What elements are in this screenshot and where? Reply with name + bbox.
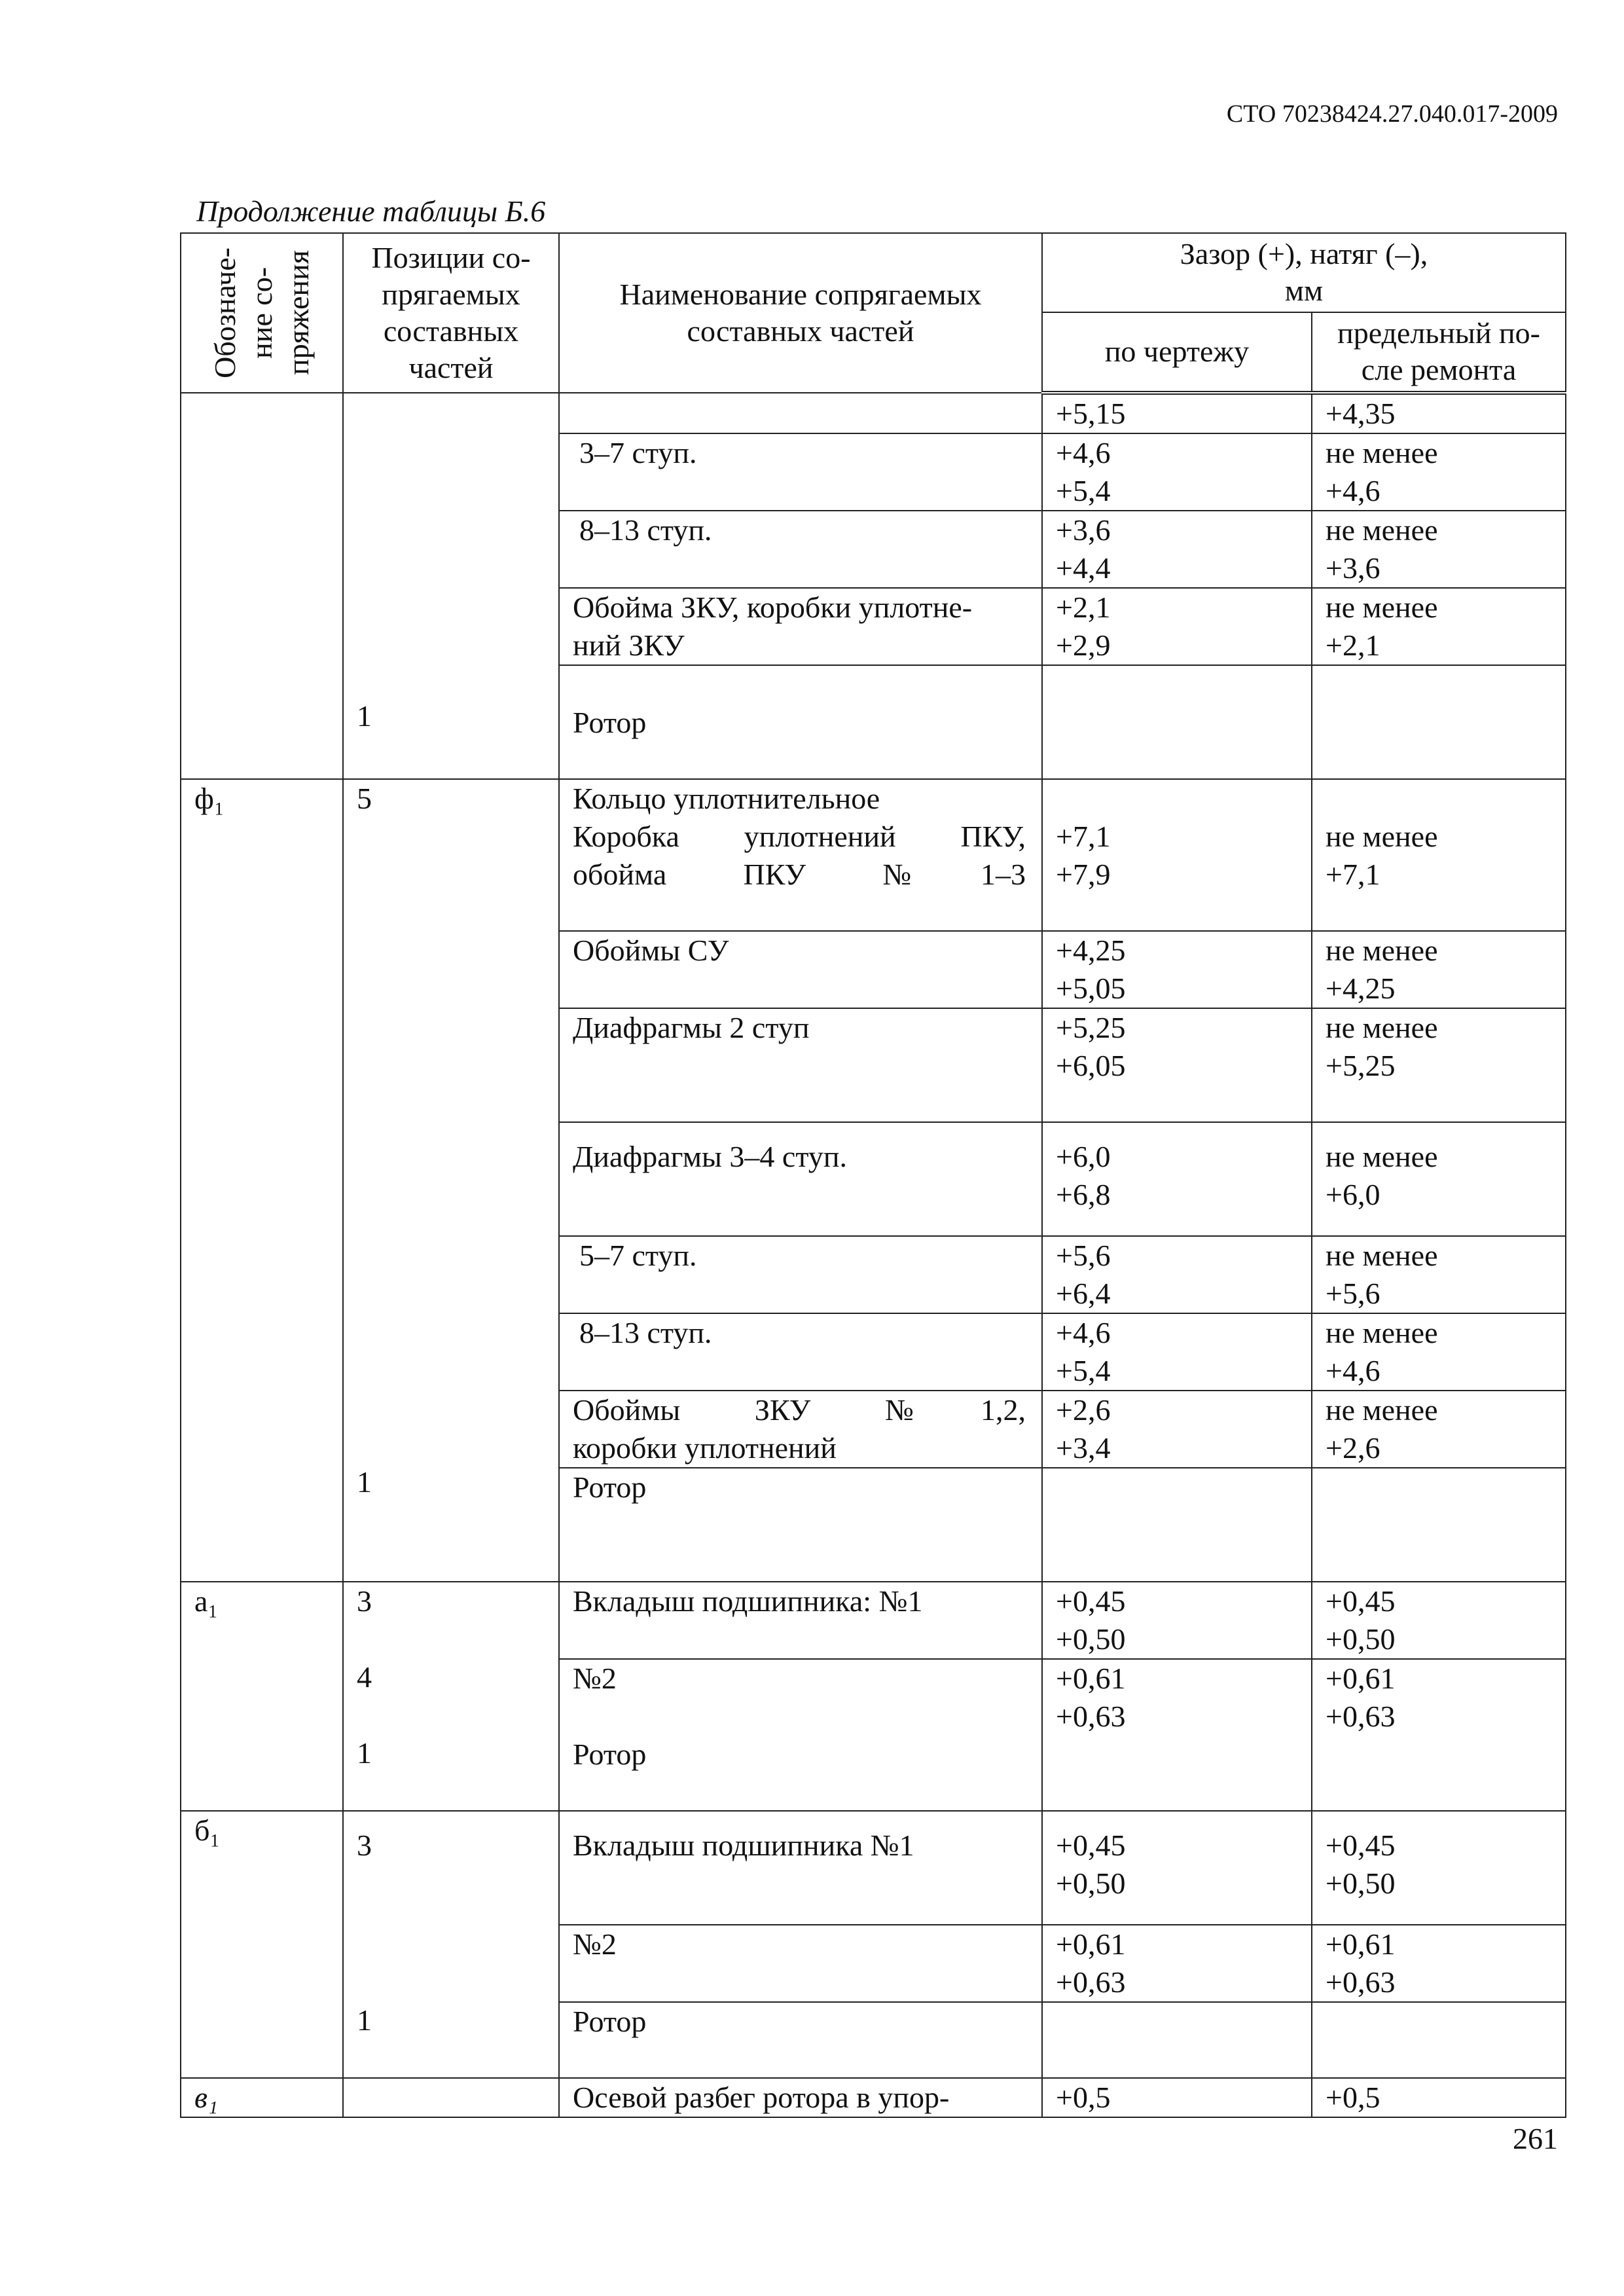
part-name-cell — [559, 1659, 1042, 1811]
by-drawing-value — [1042, 1313, 1312, 1391]
by-drawing-value — [1042, 1391, 1312, 1468]
limit-text: не менее +5,25 — [1326, 1011, 1438, 1082]
designation-text: в₁ — [194, 2081, 218, 2114]
limit-text: не менее +2,1 — [1326, 591, 1438, 662]
part-name: Вкладыш подшипника: №1 — [573, 1584, 923, 1618]
limit-text: не менее +4,25 — [1326, 934, 1438, 1005]
by-drawing-value — [1042, 931, 1312, 1008]
by-drawing-value — [1042, 665, 1312, 779]
positions-cell — [343, 2078, 559, 2117]
by-drawing-value — [1042, 511, 1312, 588]
header-name: Наименование сопрягаемых составных частей — [559, 233, 1042, 393]
part-name: №2 — [573, 1927, 617, 1961]
positions-cell: 1 — [343, 393, 559, 779]
by-drawing-value — [1042, 1925, 1312, 2002]
by-drawing-value — [1042, 779, 1312, 931]
limit-text: не менее +6,0 — [1326, 1140, 1438, 1212]
limit-value — [1312, 1468, 1566, 1582]
limit-value — [1312, 1236, 1566, 1313]
part-name-cell — [559, 2078, 1042, 2117]
limit-value — [1312, 1659, 1566, 1811]
limit-text: не менее +2,6 — [1326, 1393, 1438, 1465]
by-drawing-text: +0,45 +0,50 — [1056, 1584, 1126, 1656]
part-name: 8–13 ступ. — [579, 513, 712, 547]
by-drawing-value — [1042, 393, 1312, 433]
header-by-drawing: по чертежу — [1042, 312, 1312, 393]
limit-value — [1312, 779, 1566, 931]
part-name: Вкладыш подшипника №1 — [573, 1829, 914, 1863]
by-drawing-text: +5,6 +6,4 — [1056, 1239, 1111, 1310]
designation-cell — [181, 1811, 343, 2078]
limit-text: +4,35 — [1326, 397, 1396, 430]
part-name-cell — [559, 1008, 1042, 1122]
limit-value — [1312, 1008, 1566, 1122]
designation-text: б₁ — [194, 1813, 221, 1847]
limit-text: не менее +5,6 — [1326, 1239, 1438, 1310]
by-drawing-text: +2,1 +2,9 — [1056, 591, 1111, 662]
limit-value — [1312, 2078, 1566, 2117]
limit-value — [1312, 588, 1566, 665]
by-drawing-value — [1042, 1236, 1312, 1313]
by-drawing-text: +6,0 +6,8 — [1056, 1140, 1111, 1212]
by-drawing-value — [1042, 1582, 1312, 1659]
part-name: Диафрагмы 3–4 ступ. — [573, 1140, 847, 1174]
clearance-table — [180, 232, 1566, 2118]
part-name: №2 Ротор — [573, 1662, 647, 1771]
part-name: 8–13 ступ. — [579, 1316, 712, 1349]
limit-text: +0,61 +0,63 — [1326, 1927, 1396, 1999]
positions-cell: 3 4 1 — [343, 1582, 559, 1811]
limit-value — [1312, 2002, 1566, 2078]
standard-code: СТО 70238424.27.040.017-2009 — [1226, 100, 1558, 128]
by-drawing-text: +0,5 — [1056, 2081, 1111, 2114]
limit-value — [1312, 1122, 1566, 1236]
limit-value — [1312, 1582, 1566, 1659]
by-drawing-value — [1042, 588, 1312, 665]
part-name: Обойма ЗКУ, коробки уплотне- ний ЗКУ — [573, 591, 973, 662]
part-name-cell — [559, 1236, 1042, 1313]
header-positions: Позиции со- прягаемых составных частей — [343, 233, 559, 393]
by-drawing-value — [1042, 1659, 1312, 1811]
limit-value — [1312, 1391, 1566, 1468]
part-name: 3–7 ступ. — [579, 436, 697, 469]
by-drawing-value — [1042, 1811, 1312, 1925]
limit-text: не менее +4,6 — [1326, 1316, 1438, 1387]
limit-value — [1312, 1313, 1566, 1391]
designation-cell — [181, 779, 343, 1582]
part-name-cell — [559, 1122, 1042, 1236]
limit-value — [1312, 931, 1566, 1008]
limit-text: +0,45 +0,50 — [1326, 1584, 1396, 1656]
part-name: Осевой разбег ротора в упор- — [573, 2081, 950, 2114]
designation-cell — [181, 1582, 343, 1811]
part-name: Обоймы ЗКУ №1,2, коробки уплотнений — [573, 1393, 1026, 1465]
by-drawing-text: +4,6 +5,4 — [1056, 1316, 1111, 1387]
part-name: Ротор — [573, 2005, 647, 2038]
part-name — [573, 393, 1026, 431]
by-drawing-text: +0,45 +0,50 — [1056, 1829, 1126, 1901]
limit-text: +0,5 — [1326, 2081, 1380, 2114]
by-drawing-text: +3,6 +4,4 — [1056, 513, 1111, 585]
designation-text: ф₁ — [194, 782, 225, 815]
by-drawing-text: +4,6 +5,4 — [1056, 436, 1111, 507]
by-drawing-text: +7,1 +7,9 — [1056, 820, 1111, 891]
by-drawing-text: +2,6 +3,4 — [1056, 1393, 1111, 1465]
part-name: 5–7 ступ. — [579, 1239, 697, 1272]
part-name-cell — [559, 1468, 1042, 1582]
limit-text: +0,61 +0,63 — [1326, 1662, 1396, 1733]
header-clearance: Зазор (+), натяг (–), мм — [1042, 233, 1566, 312]
part-name-cell — [559, 2002, 1042, 2078]
part-name: Кольцо уплотнительное Коробка уплотнений ПКУ, обойма ПКУ №1–3 — [573, 782, 1026, 891]
designation-cell — [181, 393, 343, 779]
part-name-cell — [559, 433, 1042, 511]
table-row — [181, 779, 1566, 931]
positions-cell: 3 1 — [343, 1811, 559, 2078]
part-name-cell — [559, 931, 1042, 1008]
by-drawing-value — [1042, 1008, 1312, 1122]
table-row — [181, 393, 1566, 433]
limit-value — [1312, 393, 1566, 433]
header-designation — [181, 233, 343, 393]
by-drawing-value — [1042, 2078, 1312, 2117]
part-name-cell — [559, 1582, 1042, 1659]
part-name-cell — [559, 665, 1042, 779]
limit-text: не менее +4,6 — [1326, 436, 1438, 507]
table-row — [181, 1582, 1566, 1659]
part-name-cell — [559, 779, 1042, 931]
part-name-cell — [559, 1313, 1042, 1391]
part-name-cell — [559, 588, 1042, 665]
part-name: Ротор — [573, 706, 647, 739]
limit-value — [1312, 433, 1566, 511]
by-drawing-value — [1042, 2002, 1312, 2078]
table-row — [181, 1811, 1566, 1925]
part-name-cell — [559, 1925, 1042, 2002]
part-name-cell — [559, 511, 1042, 588]
part-name-cell — [559, 393, 1042, 433]
limit-value — [1312, 1925, 1566, 2002]
by-drawing-value — [1042, 1468, 1312, 1582]
by-drawing-text: +4,25 +5,05 — [1056, 934, 1126, 1005]
by-drawing-text: +0,61 +0,63 — [1056, 1662, 1126, 1733]
limit-value — [1312, 1811, 1566, 1925]
part-name-cell — [559, 1811, 1042, 1925]
limit-text: не менее +3,6 — [1326, 513, 1438, 585]
designation-cell — [181, 2078, 343, 2117]
part-name: Ротор — [573, 1470, 647, 1504]
part-name: Диафрагмы 2 ступ — [573, 1011, 810, 1044]
part-name: Обоймы СУ — [573, 934, 729, 967]
part-name-cell — [559, 1391, 1042, 1468]
table-row — [181, 2078, 1566, 2117]
positions-cell: 5 1 — [343, 779, 559, 1582]
designation-text: а₁ — [194, 1584, 219, 1618]
by-drawing-text: +5,15 — [1056, 397, 1126, 430]
header-designation-text: Обозначе- ние со- пряжения — [208, 247, 315, 378]
by-drawing-value — [1042, 433, 1312, 511]
limit-value — [1312, 665, 1566, 779]
page-number: 261 — [1513, 2122, 1558, 2155]
by-drawing-text: +0,61 +0,63 — [1056, 1927, 1126, 1999]
by-drawing-value — [1042, 1122, 1312, 1236]
by-drawing-text: +5,25 +6,05 — [1056, 1011, 1126, 1082]
limit-text: не менее +7,1 — [1326, 820, 1438, 891]
limit-text: +0,45 +0,50 — [1326, 1829, 1396, 1901]
header-limit-after-repair: предельный по- сле ремонта — [1312, 312, 1566, 393]
limit-value — [1312, 511, 1566, 588]
table-caption: Продолжение таблицы Б.6 — [196, 194, 546, 228]
